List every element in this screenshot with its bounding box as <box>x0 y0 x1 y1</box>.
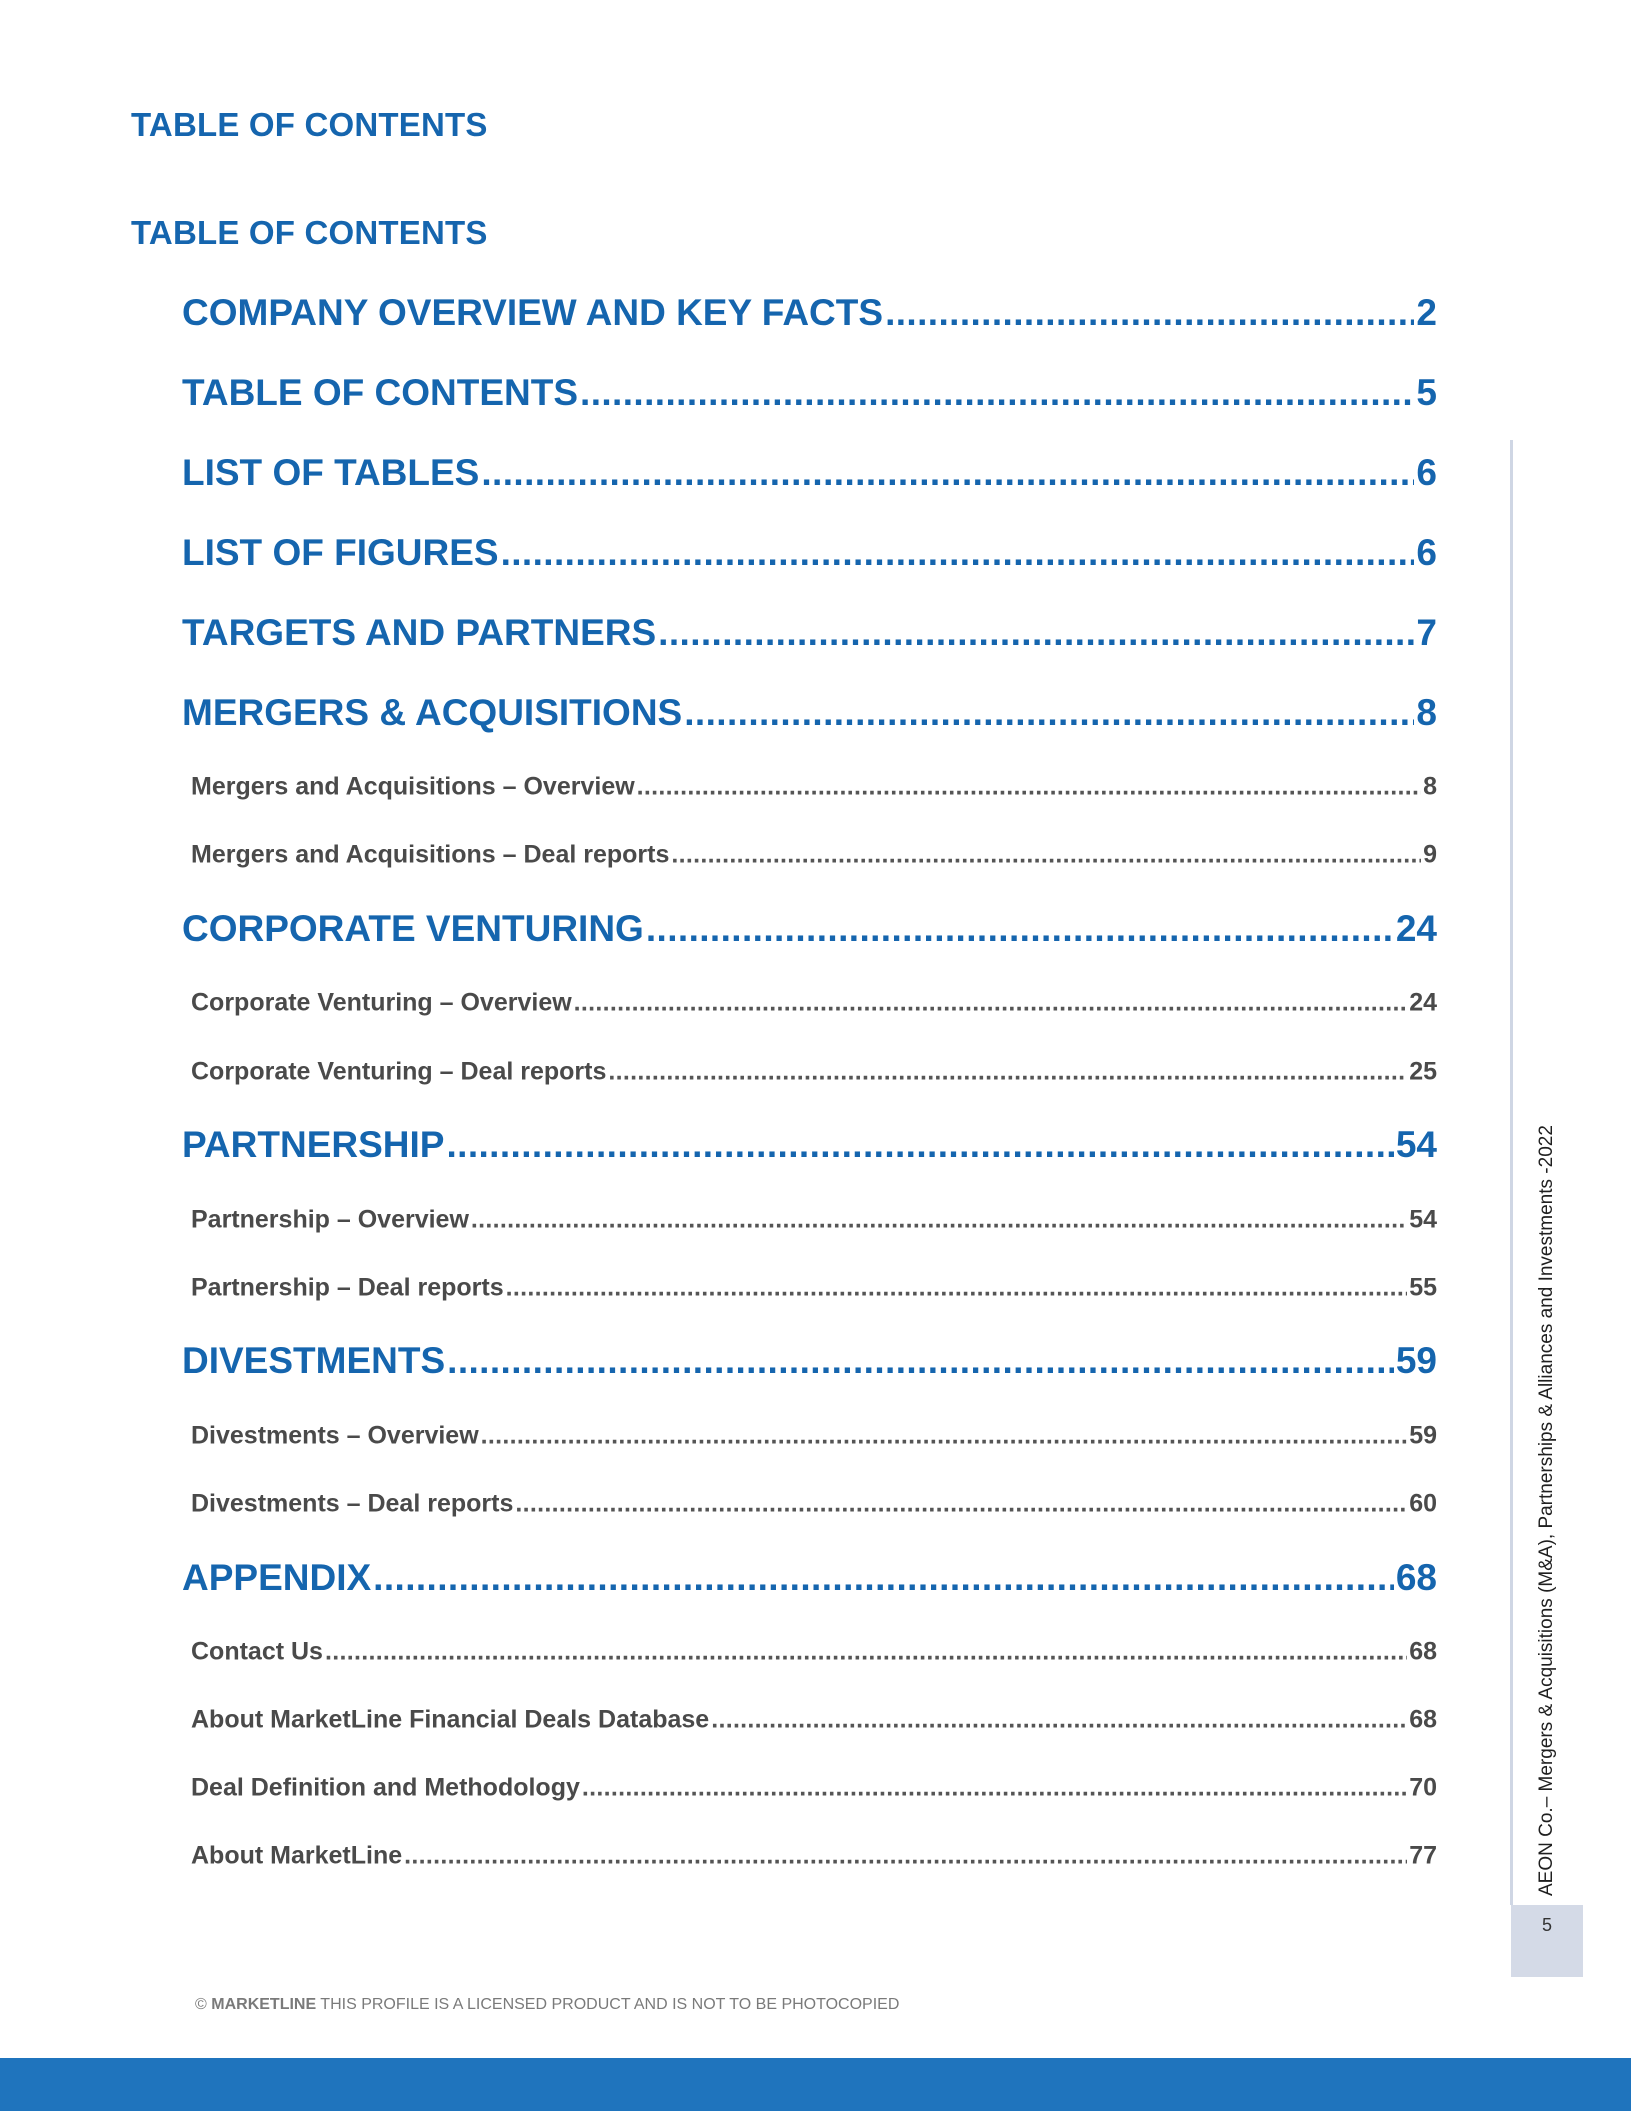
dot-leader <box>608 1058 1407 1087</box>
dot-leader <box>373 1557 1394 1599</box>
toc-entry-page: 25 <box>1409 1057 1437 1086</box>
toc-entry-page: 59 <box>1395 1340 1437 1381</box>
toc-entry-label: Deal Definition and Methodology <box>191 1773 580 1802</box>
page-title: TABLE OF CONTENTS <box>131 106 488 143</box>
toc-entry-ma-deal-reports[interactable] <box>191 841 1437 870</box>
toc-entry-list-of-figures[interactable] <box>182 532 1437 574</box>
toc-entry-label: COMPANY OVERVIEW AND KEY FACTS <box>182 292 884 333</box>
dot-leader <box>574 989 1408 1018</box>
toc-entry-cv-deal-reports[interactable] <box>191 1058 1437 1087</box>
toc-entry-label: Divestments – Deal reports <box>191 1489 514 1518</box>
toc-entry-label: About MarketLine <box>191 1841 403 1870</box>
toc-entry-corporate-venturing[interactable] <box>182 908 1437 950</box>
toc-entry-page: 7 <box>1416 612 1437 653</box>
dot-leader <box>885 292 1414 334</box>
toc-entry-table-of-contents[interactable] <box>182 372 1437 414</box>
toc-entry-label: About MarketLine Financial Deals Database <box>191 1705 710 1734</box>
toc-entry-page: 24 <box>1409 988 1437 1017</box>
toc-entry-page: 54 <box>1409 1205 1437 1234</box>
page-number: 5 <box>1541 1915 1552 1935</box>
toc-entry-company-overview[interactable] <box>182 292 1437 334</box>
toc-entry-page: 9 <box>1423 840 1437 869</box>
toc-heading: TABLE OF CONTENTS <box>131 214 488 251</box>
toc-entry-label: Corporate Venturing – Overview <box>191 988 572 1017</box>
toc-entry-deal-definition[interactable] <box>191 1774 1437 1803</box>
toc-entry-partnership-deal-reports[interactable] <box>191 1274 1437 1303</box>
toc-entry-page: 24 <box>1395 908 1437 949</box>
toc-entry-page: 77 <box>1409 1841 1437 1870</box>
dot-leader <box>711 1706 1407 1735</box>
toc-entry-divestments-overview[interactable] <box>191 1422 1437 1451</box>
toc-entry-label: MERGERS & ACQUISITIONS <box>182 692 683 733</box>
toc-entry-label: Partnership – Overview <box>191 1205 469 1234</box>
dot-leader <box>582 1774 1407 1803</box>
toc-entry-page: 68 <box>1409 1705 1437 1734</box>
toc-entry-label: LIST OF TABLES <box>182 452 480 493</box>
dot-leader <box>471 1206 1407 1235</box>
toc-entry-label: Divestments – Overview <box>191 1421 479 1450</box>
toc-entry-list-of-tables[interactable] <box>182 452 1437 494</box>
toc-entry-label: Mergers and Acquisitions – Overview <box>191 772 635 801</box>
toc-entry-divestments[interactable] <box>182 1340 1437 1382</box>
toc-entry-page: 54 <box>1395 1124 1437 1165</box>
dot-leader <box>501 532 1415 574</box>
toc-entry-targets-and-partners[interactable] <box>182 612 1437 654</box>
dot-leader <box>637 773 1421 802</box>
toc-entry-page: 68 <box>1409 1637 1437 1666</box>
dot-leader <box>506 1274 1408 1303</box>
toc-entry-page: 55 <box>1409 1273 1437 1302</box>
page-number-badge <box>1511 1905 1583 1977</box>
dot-leader <box>325 1638 1407 1667</box>
dot-leader <box>671 841 1421 870</box>
toc-entry-page: 2 <box>1416 292 1437 333</box>
dot-leader <box>446 1124 1393 1166</box>
toc-entry-label: PARTNERSHIP <box>182 1124 445 1165</box>
footer-notice-text: THIS PROFILE IS A LICENSED PRODUCT AND IS NOT TO BE PHOTOCOPIED <box>320 1996 900 2013</box>
toc-entry-partnership[interactable] <box>182 1124 1437 1166</box>
copyright-symbol: © <box>195 1996 207 2013</box>
footer-bar <box>0 2058 1631 2111</box>
dot-leader <box>684 692 1414 734</box>
sidebar-report-title: AEON Co.– Mergers & Acquisitions (M&A), Partnerships & Alliances and Investments -2022 <box>1536 1125 1557 1896</box>
toc-entry-page: 8 <box>1423 772 1437 801</box>
toc-entry-page: 6 <box>1416 532 1437 573</box>
toc-entry-label: APPENDIX <box>182 1557 372 1598</box>
toc-entry-appendix[interactable] <box>182 1557 1437 1599</box>
dot-leader <box>447 1340 1394 1382</box>
dot-leader <box>580 372 1414 414</box>
toc-entry-about-deals-database[interactable] <box>191 1706 1437 1735</box>
toc-entry-page: 5 <box>1416 372 1437 413</box>
toc-entry-label: TARGETS AND PARTNERS <box>182 612 657 653</box>
dot-leader <box>481 1422 1408 1451</box>
dot-leader <box>515 1490 1407 1519</box>
toc-entry-label: CORPORATE VENTURING <box>182 908 644 949</box>
toc-entry-page: 6 <box>1416 452 1437 493</box>
toc-entry-page: 68 <box>1395 1557 1437 1598</box>
toc-entry-page: 59 <box>1409 1421 1437 1450</box>
toc-entry-label: TABLE OF CONTENTS <box>182 372 579 413</box>
toc-entry-ma-overview[interactable] <box>191 773 1437 802</box>
toc-entry-partnership-overview[interactable] <box>191 1206 1437 1235</box>
sidebar-divider <box>1510 440 1513 1905</box>
toc-entry-label: LIST OF FIGURES <box>182 532 499 573</box>
toc-entry-contact-us[interactable] <box>191 1638 1437 1667</box>
toc-entry-divestments-deal-reports[interactable] <box>191 1490 1437 1519</box>
dot-leader <box>658 612 1414 654</box>
toc-entry-cv-overview[interactable] <box>191 989 1437 1018</box>
toc-entry-label: Contact Us <box>191 1637 323 1666</box>
dot-leader <box>646 908 1394 950</box>
footer-notice <box>195 1996 899 2014</box>
toc-entry-label: DIVESTMENTS <box>182 1340 446 1381</box>
dot-leader <box>404 1842 1407 1871</box>
footer-brand: MARKETLINE <box>211 1996 317 2013</box>
toc-entry-page: 60 <box>1409 1489 1437 1518</box>
toc-entry-label: Mergers and Acquisitions – Deal reports <box>191 840 670 869</box>
toc-entry-page: 70 <box>1409 1773 1437 1802</box>
toc-entry-about-marketline[interactable] <box>191 1842 1437 1871</box>
toc-entry-label: Partnership – Deal reports <box>191 1273 504 1302</box>
toc-entry-label: Corporate Venturing – Deal reports <box>191 1057 607 1086</box>
toc-entry-page: 8 <box>1416 692 1437 733</box>
dot-leader <box>481 452 1414 494</box>
toc-entry-mergers-acquisitions[interactable] <box>182 692 1437 734</box>
